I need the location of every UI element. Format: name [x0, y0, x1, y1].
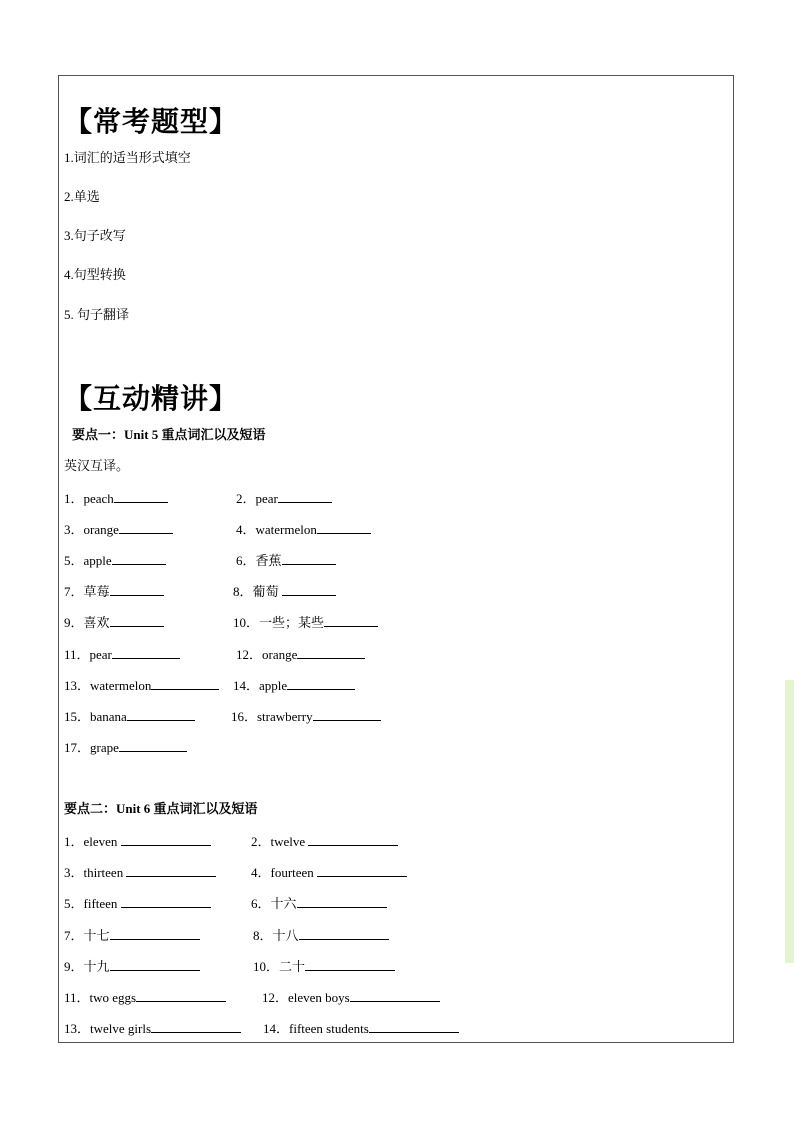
vocab-item: 14．fifteen students	[263, 1020, 459, 1037]
answer-blank[interactable]	[112, 552, 166, 565]
vocab-item: 9．十九	[64, 958, 200, 975]
vocab-item: 4．watermelon	[236, 521, 371, 538]
answer-blank[interactable]	[282, 583, 336, 596]
answer-blank[interactable]	[369, 1020, 459, 1033]
point2-title: 要点二：Unit 6 重点词汇以及短语	[64, 801, 258, 816]
answer-blank[interactable]	[110, 583, 164, 596]
vocab-item: 13．twelve girls	[64, 1020, 241, 1037]
answer-blank[interactable]	[119, 521, 173, 534]
answer-blank[interactable]	[287, 677, 355, 690]
answer-blank[interactable]	[299, 927, 389, 940]
vocab-item: 2．pear	[236, 490, 332, 507]
point1-title: 要点一：Unit 5 重点词汇以及短语	[72, 427, 266, 442]
answer-blank[interactable]	[350, 989, 440, 1002]
answer-blank[interactable]	[119, 739, 187, 752]
answer-blank[interactable]	[317, 521, 371, 534]
vocab-item: 3．orange	[64, 521, 173, 538]
vocab-item: 10．二十	[253, 958, 395, 975]
vocab-item: 3．thirteen	[64, 864, 216, 881]
answer-blank[interactable]	[151, 1020, 241, 1033]
answer-blank[interactable]	[121, 833, 211, 846]
answer-blank[interactable]	[305, 958, 395, 971]
answer-blank[interactable]	[313, 708, 381, 721]
exam-type-item: 5. 句子翻译	[64, 307, 130, 322]
answer-blank[interactable]	[297, 895, 387, 908]
side-accent-strip	[785, 680, 794, 963]
vocab-item: 1．peach	[64, 490, 168, 507]
vocab-item: 16．strawberry	[231, 708, 381, 725]
answer-blank[interactable]	[308, 833, 398, 846]
answer-blank[interactable]	[282, 552, 336, 565]
vocab-item: 8．葡萄	[233, 583, 336, 600]
vocab-item: 14．apple	[233, 677, 355, 694]
vocab-item: 1．eleven	[64, 833, 211, 850]
exam-type-item: 4.句型转换	[64, 267, 126, 282]
vocab-item: 9．喜欢	[64, 614, 164, 631]
vocab-item: 7．十七	[64, 927, 200, 944]
answer-blank[interactable]	[136, 989, 226, 1002]
answer-blank[interactable]	[121, 895, 211, 908]
vocab-item: 6．十六	[251, 895, 387, 912]
answer-blank[interactable]	[126, 864, 216, 877]
point1-instruction: 英汉互译。	[64, 458, 130, 473]
answer-blank[interactable]	[110, 614, 164, 627]
answer-blank[interactable]	[297, 646, 365, 659]
lecture-heading: 【互动精讲】	[64, 382, 239, 415]
vocab-item: 6．香蕉	[236, 552, 336, 569]
exam-type-item: 3.句子改写	[64, 228, 126, 243]
vocab-item: 15．banana	[64, 708, 195, 725]
vocab-item: 5．fifteen	[64, 895, 211, 912]
answer-blank[interactable]	[278, 490, 332, 503]
exam-types-heading: 【常考题型】	[64, 105, 239, 138]
answer-blank[interactable]	[110, 958, 200, 971]
vocab-item: 5．apple	[64, 552, 166, 569]
vocab-item: 4．fourteen	[251, 864, 407, 881]
vocab-item: 17．grape	[64, 739, 187, 756]
vocab-item: 13．watermelon	[64, 677, 219, 694]
answer-blank[interactable]	[110, 927, 200, 940]
vocab-item: 12．eleven boys	[262, 989, 440, 1006]
answer-blank[interactable]	[112, 646, 180, 659]
answer-blank[interactable]	[324, 614, 378, 627]
vocab-item: 12．orange	[236, 646, 365, 663]
answer-blank[interactable]	[317, 864, 407, 877]
answer-blank[interactable]	[114, 490, 168, 503]
vocab-item: 10．一些；某些	[233, 614, 378, 631]
vocab-item: 7．草莓	[64, 583, 164, 600]
exam-type-item: 1.词汇的适当形式填空	[64, 150, 191, 165]
exam-type-item: 2.单选	[64, 189, 100, 204]
vocab-item: 8．十八	[253, 927, 389, 944]
answer-blank[interactable]	[151, 677, 219, 690]
vocab-item: 11．pear	[64, 646, 180, 663]
vocab-item: 2．twelve	[251, 833, 398, 850]
vocab-item: 11．two eggs	[64, 989, 226, 1006]
answer-blank[interactable]	[127, 708, 195, 721]
